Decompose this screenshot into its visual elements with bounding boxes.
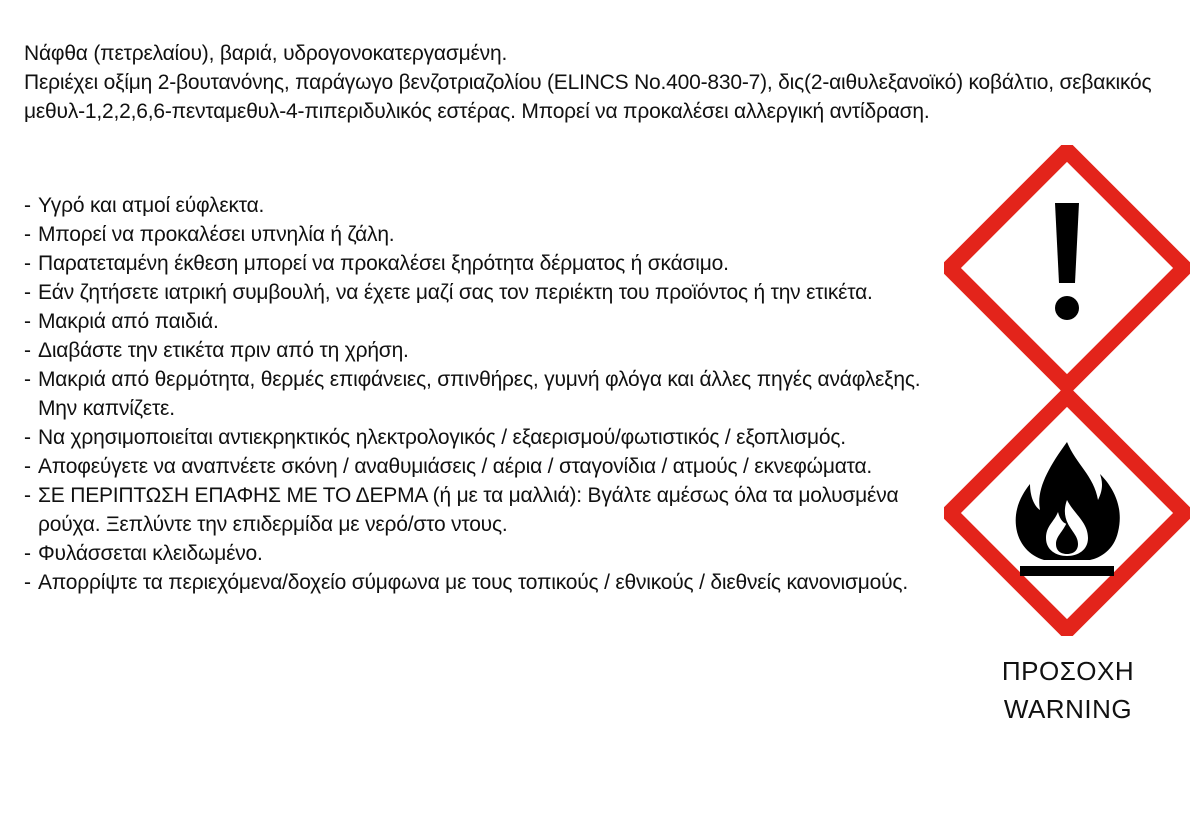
bullet-dash: - <box>24 542 31 565</box>
statement-text: Μακριά από θερμότητα, θερμές επιφάνειες, σπινθήρες, γυμνή φλόγα και άλλες πηγές ανάφλεξης. Μην καπνίζετε. <box>38 368 921 420</box>
statement-item <box>24 423 924 452</box>
contains-statement: Περιέχει οξίμη 2-βουτανόνης, παράγωγο βενζοτριαζολίου (ELINCS No.400-830-7), δις(2-αιθυλεξανοϊκό) κοβάλτιο, σεβακικός μεθυλ-1,2,2,6,6-πενταμεθυλ-4-πιπεριδυλικός εστέρας. Μπορεί να προκαλέσει αλλεργική αντίδραση. <box>24 71 1152 123</box>
statement-item <box>24 191 924 220</box>
statement-text: Να χρησιμοποιείται αντιεκρηκτικός ηλεκτρολογικός / εξαερισμού/φωτιστικός / εξοπλισμός. <box>38 426 846 449</box>
statement-item <box>24 336 924 365</box>
statement-item <box>24 539 924 568</box>
statement-text: Μπορεί να προκαλέσει υπνηλία ή ζάλη. <box>38 223 395 246</box>
statement-item <box>24 220 924 249</box>
bullet-dash: - <box>24 310 31 333</box>
bullet-dash: - <box>24 223 31 246</box>
bullet-dash: - <box>24 426 31 449</box>
bullet-dash: - <box>24 484 31 507</box>
substance-name: Νάφθα (πετρελαίου), βαριά, υδρογονοκατεργασμένη. <box>24 42 508 65</box>
statement-text: Εάν ζητήσετε ιατρική συμβουλή, να έχετε μαζί σας τον περιέκτη του προϊόντος ή την ετικέτα. <box>38 281 873 304</box>
flame-icon <box>944 390 1190 636</box>
product-description <box>24 39 1184 126</box>
hazard-precaution-list <box>24 191 924 597</box>
statement-text: Μακριά από παιδιά. <box>38 310 219 333</box>
statement-item <box>24 481 924 539</box>
bullet-dash: - <box>24 194 31 217</box>
bullet-dash: - <box>24 339 31 362</box>
statement-item <box>24 365 924 423</box>
statement-item <box>24 568 924 597</box>
statement-item <box>24 249 924 278</box>
signal-word-english: WARNING <box>1003 694 1133 724</box>
statement-text: Διαβάστε την ετικέτα πριν από τη χρήση. <box>38 339 409 362</box>
bullet-dash: - <box>24 571 31 594</box>
exclamation-mark-icon <box>944 145 1190 391</box>
statement-text: Υγρό και ατμοί εύφλεκτα. <box>38 194 265 217</box>
statement-text: Φυλάσσεται κλειδωμένο. <box>38 542 263 565</box>
bullet-dash: - <box>24 281 31 304</box>
statement-item <box>24 278 924 307</box>
statement-text: ΣΕ ΠΕΡΙΠΤΩΣΗ ΕΠΑΦΗΣ ΜΕ ΤΟ ΔΕΡΜΑ (ή με τα μαλλιά): Βγάλτε αμέσως όλα τα μολυσμένα ρούχα. Ξεπλύντε την επιδερμίδα με νερό/στο ντους. <box>38 484 899 536</box>
bullet-dash: - <box>24 252 31 275</box>
statement-text: Παρατεταμένη έκθεση μπορεί να προκαλέσει ξηρότητα δέρματος ή σκάσιμο. <box>38 252 729 275</box>
statement-item <box>24 452 924 481</box>
bullet-dash: - <box>24 368 31 391</box>
statement-text: Αποφεύγετε να αναπνέετε σκόνη / αναθυμιάσεις / αέρια / σταγονίδια / ατμούς / εκνεφώματα. <box>38 455 873 478</box>
bullet-dash: - <box>24 455 31 478</box>
signal-word-greek: ΠΡΟΣΟΧΗ <box>1001 656 1135 686</box>
statement-item <box>24 307 924 336</box>
statement-text: Απορρίψτε τα περιεχόμενα/δοχείο σύμφωνα με τους τοπικούς / εθνικούς / διεθνείς κανονισμούς. <box>38 571 908 594</box>
